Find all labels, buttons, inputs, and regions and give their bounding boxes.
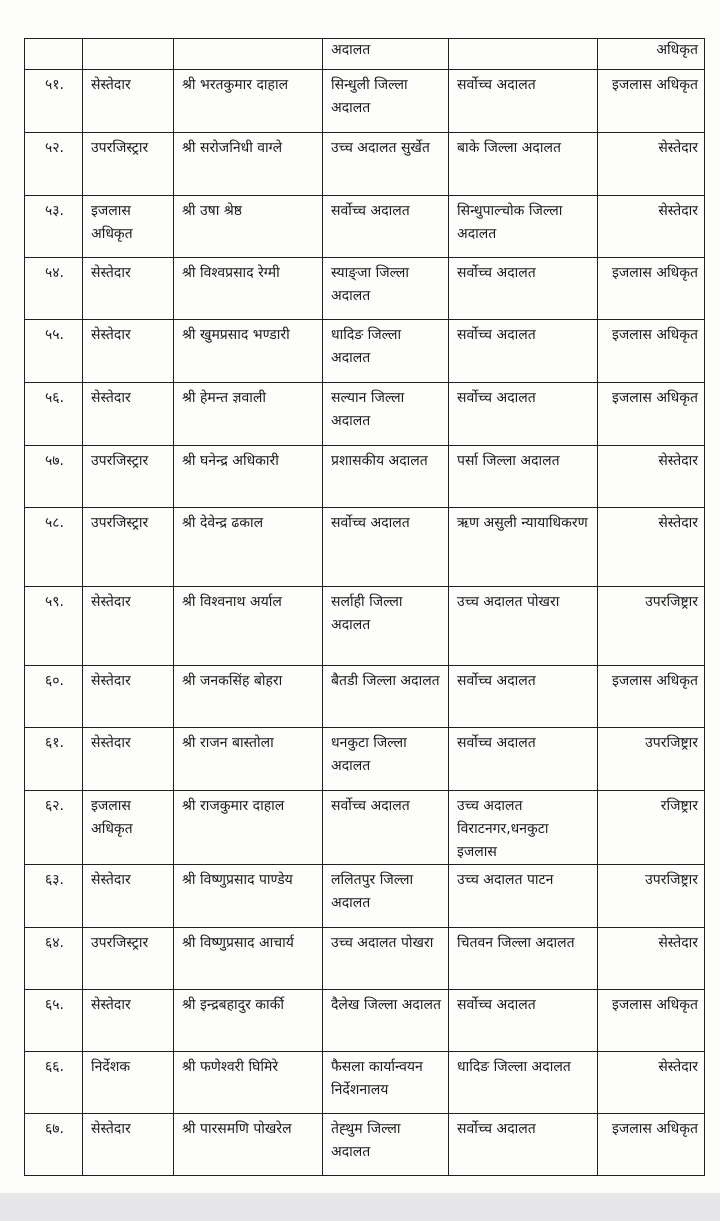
to-office: सर्वोच्च अदालत	[449, 990, 598, 1052]
serial-number: ५३.	[25, 196, 83, 258]
new-post: सेस्तेदार	[598, 133, 705, 196]
new-post: इजलास अधिकृत	[598, 258, 705, 320]
serial-number: ५४.	[25, 258, 83, 320]
new-post: इजलास अधिकृत	[598, 666, 705, 728]
table-row	[25, 196, 705, 258]
table-row	[25, 320, 705, 383]
to-office: उच्च अदालत विराटनगर,धनकुटा इजलास	[449, 791, 598, 865]
table-row	[25, 383, 705, 446]
new-post: सेस्तेदार	[598, 928, 705, 990]
employee-name: श्री फणेश्वरी घिमिरे	[174, 1052, 323, 1114]
to-office: सिन्धुपाल्चोक जिल्ला अदालत	[449, 196, 598, 258]
to-office: सर्वोच्च अदालत	[449, 320, 598, 383]
serial-number: ५२.	[25, 133, 83, 196]
serial-number: ५१.	[25, 70, 83, 133]
new-post: सेस्तेदार	[598, 196, 705, 258]
to-office: उच्च अदालत पाटन	[449, 865, 598, 928]
table-row	[25, 508, 705, 587]
employee-name: श्री सरोजनिधी वाग्ले	[174, 133, 323, 196]
employee-name: श्री उषा श्रेष्ठ	[174, 196, 323, 258]
current-post: इजलास अधिकृत	[83, 196, 174, 258]
current-post: सेस्तेदार	[83, 666, 174, 728]
new-post: सेस्तेदार	[598, 1052, 705, 1114]
serial-number: ५९.	[25, 587, 83, 666]
from-office: उच्च अदालत सुर्खेत	[323, 133, 449, 196]
from-office: सिन्धुली जिल्ला अदालत	[323, 70, 449, 133]
from-office: धादिङ जिल्ला अदालत	[323, 320, 449, 383]
employee-name: श्री पारसमणि पोखरेल	[174, 1114, 323, 1176]
current-post: उपरजिस्ट्रार	[83, 446, 174, 508]
to-office: चितवन जिल्ला अदालत	[449, 928, 598, 990]
current-post: सेस्तेदार	[83, 258, 174, 320]
from-office: सर्वोच्च अदालत	[323, 508, 449, 587]
to-office: ऋण असुली न्यायाधिकरण	[449, 508, 598, 587]
current-post: इजलास अधिकृत	[83, 791, 174, 865]
new-post: उपरजिष्ट्रार	[598, 587, 705, 666]
new-post: इजलास अधिकृत	[598, 383, 705, 446]
header-court: अदालत	[323, 39, 449, 70]
current-post: उपरजिस्ट्रार	[83, 508, 174, 587]
serial-number: ५८.	[25, 508, 83, 587]
to-office: पर्सा जिल्ला अदालत	[449, 446, 598, 508]
table-row	[25, 1114, 705, 1176]
serial-number: ५५.	[25, 320, 83, 383]
from-office: धनकुटा जिल्ला अदालत	[323, 728, 449, 791]
table-row	[25, 865, 705, 928]
new-post: उपरजिष्ट्रार	[598, 865, 705, 928]
current-post: सेस्तेदार	[83, 990, 174, 1052]
table-row	[25, 70, 705, 133]
employee-name: श्री खुमप्रसाद भण्डारी	[174, 320, 323, 383]
serial-number: ६४.	[25, 928, 83, 990]
employee-name: श्री जनकसिंह बोहरा	[174, 666, 323, 728]
current-post: सेस्तेदार	[83, 728, 174, 791]
serial-number: ६०.	[25, 666, 83, 728]
serial-number: ६६.	[25, 1052, 83, 1114]
from-office: स्याङ्जा जिल्ला अदालत	[323, 258, 449, 320]
to-office: सर्वोच्च अदालत	[449, 728, 598, 791]
new-post: इजलास अधिकृत	[598, 70, 705, 133]
employee-name: श्री इन्द्रबहादुर कार्की	[174, 990, 323, 1052]
current-post: उपरजिस्ट्रार	[83, 133, 174, 196]
from-office: दैलेख जिल्ला अदालत	[323, 990, 449, 1052]
from-office: प्रशासकीय अदालत	[323, 446, 449, 508]
from-office: उच्च अदालत पोखरा	[323, 928, 449, 990]
employee-name: श्री भरतकुमार दाहाल	[174, 70, 323, 133]
to-office: सर्वोच्च अदालत	[449, 666, 598, 728]
serial-number: ५७.	[25, 446, 83, 508]
employee-name: श्री देवेन्द्र ढकाल	[174, 508, 323, 587]
from-office: सर्वोच्च अदालत	[323, 791, 449, 865]
table-row	[25, 666, 705, 728]
header-officer: अधिकृत	[598, 39, 705, 70]
page-bottom-edge	[0, 1193, 720, 1221]
employee-name: श्री हेमन्त ज्ञवाली	[174, 383, 323, 446]
table-row	[25, 990, 705, 1052]
serial-number: ६५.	[25, 990, 83, 1052]
from-office: बैतडी जिल्ला अदालत	[323, 666, 449, 728]
to-office: सर्वोच्च अदालत	[449, 258, 598, 320]
current-post: निर्देशक	[83, 1052, 174, 1114]
from-office: सर्वोच्च अदालत	[323, 196, 449, 258]
serial-number: ६७.	[25, 1114, 83, 1176]
current-post: सेस्तेदार	[83, 587, 174, 666]
from-office: फैसला कार्यान्वयन निर्देशनालय	[323, 1052, 449, 1114]
to-office: बाके जिल्ला अदालत	[449, 133, 598, 196]
employee-name: श्री घनेन्द्र अधिकारी	[174, 446, 323, 508]
transfer-table	[24, 38, 705, 1176]
current-post: उपरजिस्ट्रार	[83, 928, 174, 990]
table-row	[25, 1052, 705, 1114]
table-row	[25, 728, 705, 791]
to-office: उच्च अदालत पोखरा	[449, 587, 598, 666]
table-row	[25, 133, 705, 196]
table-row	[25, 928, 705, 990]
serial-number: ६१.	[25, 728, 83, 791]
table-header-row	[25, 39, 705, 70]
new-post: इजलास अधिकृत	[598, 320, 705, 383]
employee-name: श्री विश्वनाथ अर्याल	[174, 587, 323, 666]
new-post: इजलास अधिकृत	[598, 990, 705, 1052]
table-row	[25, 791, 705, 865]
new-post: उपरजिष्ट्रार	[598, 728, 705, 791]
employee-name: श्री विष्णुप्रसाद पाण्डेय	[174, 865, 323, 928]
to-office: सर्वोच्च अदालत	[449, 383, 598, 446]
employee-name: श्री राजन बास्तोला	[174, 728, 323, 791]
table-row	[25, 258, 705, 320]
to-office: सर्वोच्च अदालत	[449, 1114, 598, 1176]
serial-number: ६३.	[25, 865, 83, 928]
employee-name: श्री राजकुमार दाहाल	[174, 791, 323, 865]
new-post: रजिष्ट्रार	[598, 791, 705, 865]
employee-name: श्री विश्वप्रसाद रेग्मी	[174, 258, 323, 320]
to-office: सर्वोच्च अदालत	[449, 70, 598, 133]
from-office: तेह्थुम जिल्ला अदालत	[323, 1114, 449, 1176]
serial-number: ५६.	[25, 383, 83, 446]
current-post: सेस्तेदार	[83, 1114, 174, 1176]
current-post: सेस्तेदार	[83, 383, 174, 446]
new-post: इजलास अधिकृत	[598, 1114, 705, 1176]
employee-name: श्री विष्णुप्रसाद आचार्य	[174, 928, 323, 990]
from-office: ललितपुर जिल्ला अदालत	[323, 865, 449, 928]
from-office: सल्यान जिल्ला अदालत	[323, 383, 449, 446]
new-post: सेस्तेदार	[598, 446, 705, 508]
current-post: सेस्तेदार	[83, 865, 174, 928]
serial-number: ६२.	[25, 791, 83, 865]
current-post: सेस्तेदार	[83, 70, 174, 133]
table-row	[25, 587, 705, 666]
current-post: सेस्तेदार	[83, 320, 174, 383]
table-row	[25, 446, 705, 508]
new-post: सेस्तेदार	[598, 508, 705, 587]
to-office: धादिङ जिल्ला अदालत	[449, 1052, 598, 1114]
from-office: सर्लाही जिल्ला अदालत	[323, 587, 449, 666]
